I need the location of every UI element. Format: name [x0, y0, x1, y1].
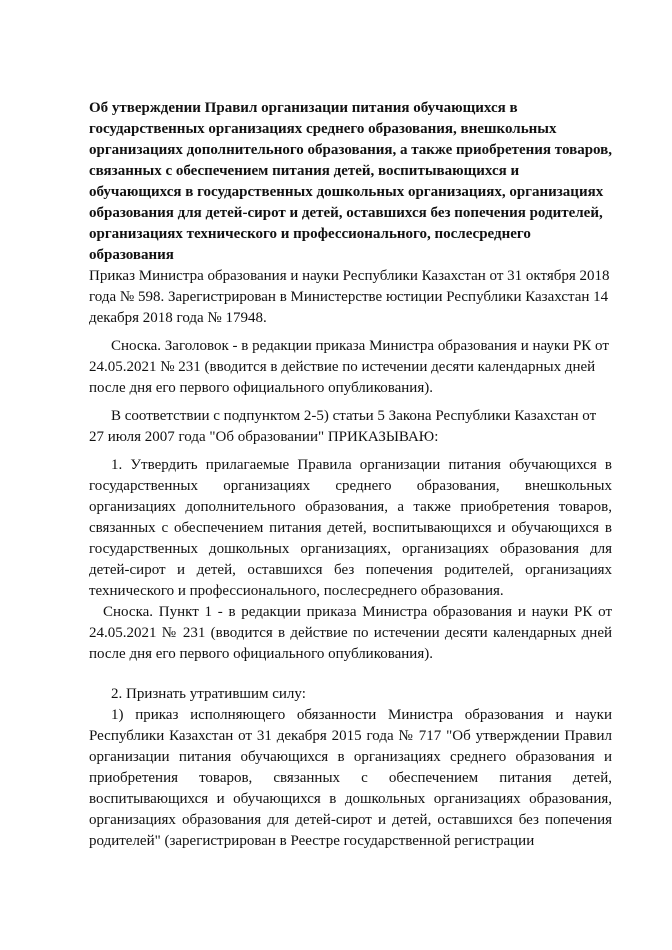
- item-2: 2. Признать утратившим силу:: [111, 686, 306, 702]
- order-info: Приказ Министра образования и науки Республики Казахстан от 31 октября 2018 года № 598. Зарегистрирован в Министерстве юстиции Республики Казахстан 14 декабря 2018 года № 17948.: [89, 268, 610, 326]
- footnote-item-1: Сноска. Пункт 1 - в редакции приказа Министра образования и науки РК от 24.05.2021 № 231 (вводится в действие по истечении десяти календарных дней после дня его первого официального опубликования).: [89, 604, 612, 662]
- document-title: Об утверждении Правил организации питания обучающихся в государственных организациях среднего образования, внешкольных организациях дополнительного образования, а также приобретения товаров, связанных с обеспечением питания детей, воспитывающихся и обучающихся в государственных дошкольных организациях, организациях образования для детей-сирот и детей, оставшихся без попечения родителей, организациях технического и профессионального, послесреднего образования: [89, 100, 613, 263]
- document-body: [89, 98, 612, 852]
- footnote-title: Сноска. Заголовок - в редакции приказа Министра образования и науки РК от 24.05.2021 № 231 (вводится в действие по истечении десяти календарных дней после дня его первого официального опубликования).: [89, 338, 609, 396]
- preamble: В соответствии с подпунктом 2-5) статьи 5 Закона Республики Казахстан от 27 июля 2007 года "Об образовании" ПРИКАЗЫВАЮ:: [89, 408, 597, 445]
- item-2-1: 1) приказ исполняющего обязанности Министра образования и науки Республики Казахстан от 31 декабря 2015 года № 717 "Об утверждении Правил организации питания обучающихся в организациях среднего образования и приобретения товаров, связанных с обеспечением питания детей, воспитывающихся и обучающихся в дошкольных организациях образования, организациях образования для детей-сирот и детей, оставшихся без попечения родителей" (зарегистрирован в Реестре государственной регистрации: [89, 707, 612, 849]
- item-1: 1. Утвердить прилагаемые Правила организации питания обучающихся в государственных организациях среднего образования, внешкольных организациях дополнительного образования, а также приобретения товаров, связанных с обеспечением питания детей, воспитывающихся и обучающихся в государственных дошкольных организациях, организациях образования для детей-сирот и детей, оставшихся без попечения родителей, организациях технического и профессионального, послесреднего образования.: [89, 457, 612, 599]
- paragraph-gap: [89, 665, 612, 684]
